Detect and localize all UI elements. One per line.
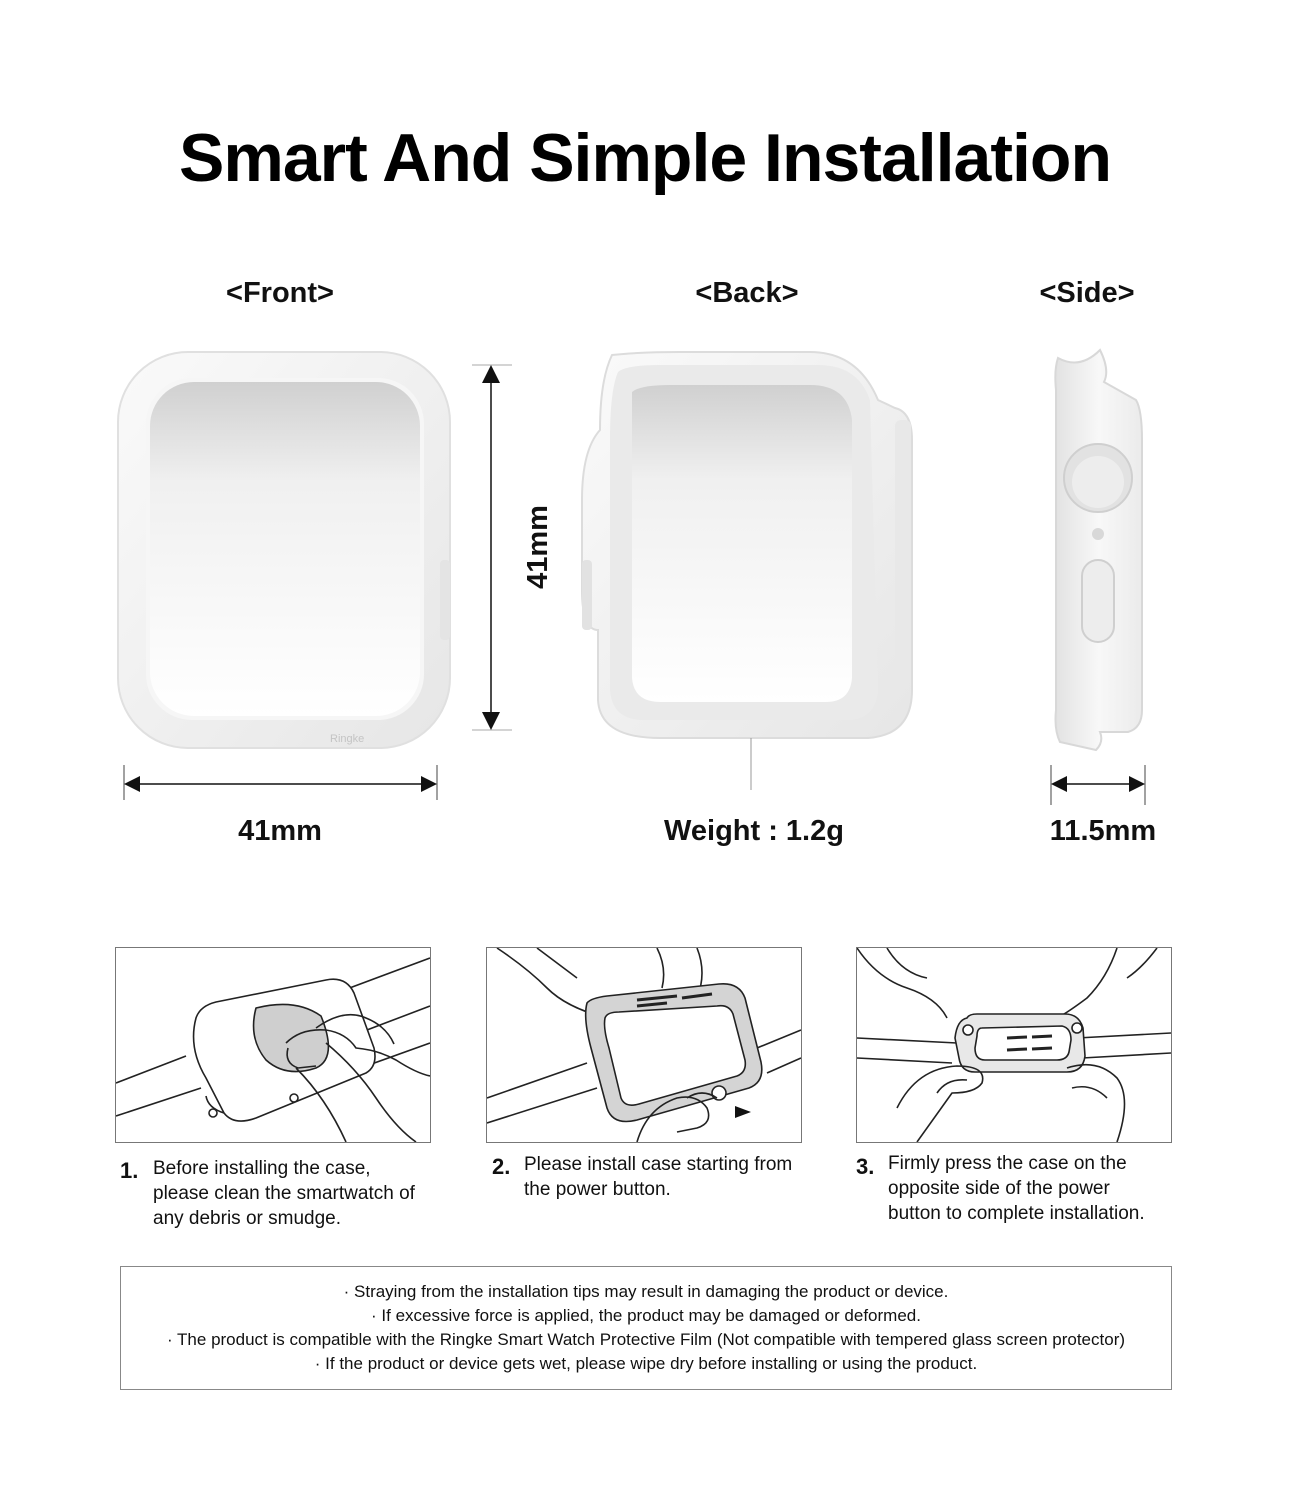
step-1-number: 1. xyxy=(120,1158,139,1183)
step-1-text xyxy=(153,1156,453,1231)
step-3-line-2: opposite side of the power xyxy=(888,1178,1110,1199)
step-2-illustration xyxy=(486,947,802,1143)
caution-notes-box xyxy=(120,1266,1172,1390)
step-3-line-3: button to complete installation. xyxy=(888,1203,1145,1224)
step-2-line-1: Please install case starting from xyxy=(524,1154,793,1175)
step-2-line-2: the power button. xyxy=(524,1179,671,1200)
front-width-dimension xyxy=(124,765,437,800)
product-views-illustration xyxy=(0,330,1290,810)
note-line-2: · If excessive force is applied, the product may be damaged or deformed. xyxy=(371,1306,921,1325)
side-depth-label: 11.5mm xyxy=(1049,815,1157,847)
weight-label: Weight : 1.2g xyxy=(664,815,844,847)
step-2-number: 2. xyxy=(492,1154,511,1179)
step-3-text xyxy=(888,1151,1188,1226)
step-2-text xyxy=(524,1152,824,1202)
installing-case-drawing xyxy=(487,948,801,1142)
step-3-number: 3. xyxy=(856,1154,875,1179)
pressing-case-drawing xyxy=(857,948,1171,1142)
side-view-label: <Side> xyxy=(1039,277,1135,309)
step-3-line-1: Firmly press the case on the xyxy=(888,1153,1127,1174)
step-1-illustration xyxy=(115,947,431,1143)
step-1-line-3: any debris or smudge. xyxy=(153,1208,341,1229)
side-case xyxy=(1055,350,1142,750)
back-view-label: <Back> xyxy=(695,277,799,309)
brand-mark: Ringke xyxy=(330,733,365,745)
note-line-4: · If the product or device gets wet, please wipe dry before installing or using the product. xyxy=(314,1354,978,1373)
front-height-dimension xyxy=(472,365,512,730)
page-title: Smart And Simple Installation xyxy=(179,120,1111,196)
step-1-line-2: please clean the smartwatch of xyxy=(153,1183,415,1204)
side-depth-dimension xyxy=(1051,765,1145,805)
front-width-label: 41mm xyxy=(238,815,322,847)
cleaning-watch-drawing xyxy=(116,948,430,1142)
back-case xyxy=(582,352,912,738)
note-line-3: · The product is compatible with the Ringke Smart Watch Protective Film (Not compatible with tempered glass screen protector) xyxy=(166,1330,1126,1349)
front-view-label: <Front> xyxy=(226,277,334,309)
note-line-1: · Straying from the installation tips may result in damaging the product or device. xyxy=(343,1282,949,1301)
front-case xyxy=(118,352,450,748)
step-3-illustration xyxy=(856,947,1172,1143)
step-1-line-1: Before installing the case, xyxy=(153,1158,371,1179)
front-height-label: 41mm xyxy=(522,505,554,589)
